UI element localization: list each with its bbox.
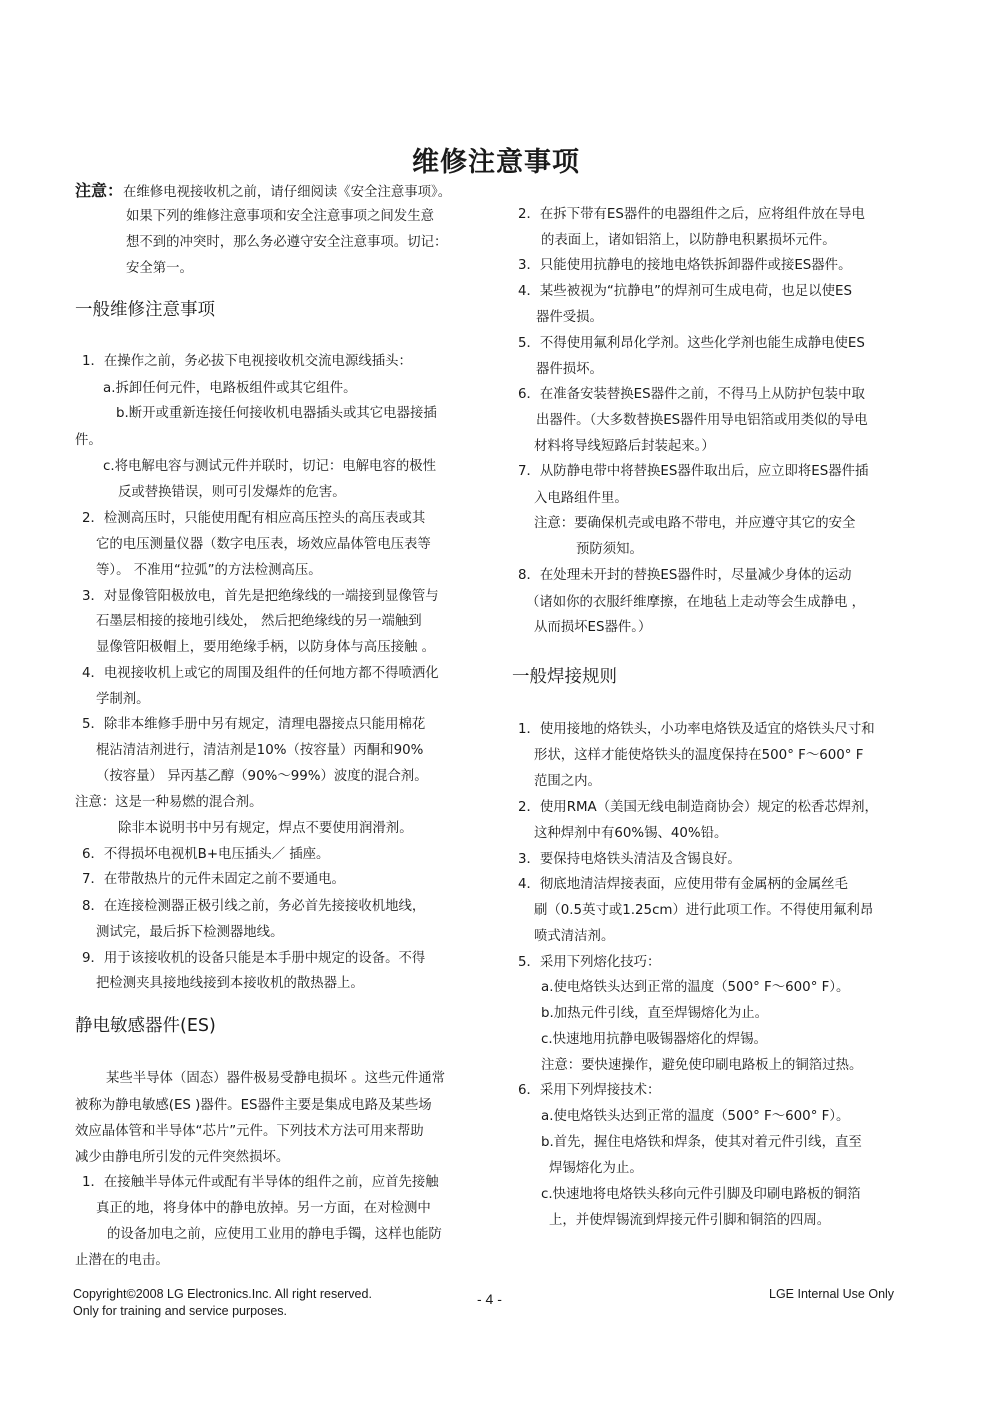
es-right-line: 的表面上，诸如铝箔上，以防静电积累损坏元件。 [541, 233, 836, 248]
solder-line: 6．采用下列焊接技术： [518, 1083, 661, 1098]
es-right-line: 材料将导线短路后封装起来。） [534, 439, 715, 454]
es-right-line: 器件受损。 [536, 310, 603, 325]
solder-line: 3．要保持电烙铁头清洁及含锡良好。 [518, 852, 741, 867]
es-right-line: 8．在处理未开封的替换ES器件时，尽量减少身体的运动 [518, 568, 852, 583]
es-right-line: 从而损坏ES器件。） [534, 620, 652, 635]
es-right-line: 2．在拆下带有ES器件的电器组件之后，应将组件放在导电 [518, 207, 865, 222]
general-line: 8．在连接检测器正极引线之前，务必首先接接收机地线， [82, 899, 426, 914]
general-line: 9．用于该接收机的设备只能是本手册中规定的设备。不得 [82, 951, 426, 966]
solder-line: 2．使用RMA（美国无线电制造商协会）规定的松香芯焊剂， [518, 800, 878, 815]
page-title: 维修注意事项 [412, 147, 580, 178]
es-line: 真正的地，将身体中的静电放掉。另一方面，在对检测中 [96, 1201, 431, 1216]
general-line: a.拆卸任何元件，电路板组件或其它组件。 [103, 381, 357, 396]
notice-text: 在维修电视接收机之前，请仔细阅读《安全注意事项》。 [123, 185, 452, 200]
es-line: 的设备加电之前，应使用工业用的静电手镯，这样也能防 [107, 1227, 442, 1242]
solder-line: 1．使用接地的烙铁头，小功率电烙铁及适宜的烙铁头尺寸和 [518, 722, 875, 737]
solder-line: a.使电烙铁头达到正常的温度（500° F～600° F）。 [541, 1109, 850, 1124]
solder-line: 注意：要快速操作，避免使印刷电路板上的铜箔过热。 [541, 1058, 863, 1073]
solder-line: 上，并使焊锡流到焊接元件引脚和铜箔的四周。 [549, 1213, 831, 1228]
solder-line: 焊锡熔化为止。 [549, 1161, 643, 1176]
solder-line: 5．采用下列熔化技巧： [518, 955, 661, 970]
footer-copyright: Copyright©2008 LG Electronics.Inc. All right reserved. [73, 1287, 372, 1301]
solder-line: 喷式清洁剂。 [534, 929, 615, 944]
es-line: 效应晶体管和半导体“芯片”元件。下列技术方法可用来帮助 [75, 1124, 424, 1139]
general-line: 除非本说明书中另有规定，焊点不要使用润滑剂。 [118, 821, 413, 836]
general-line: 2．检测高压时，只能使用配有相应高压控头的高压表或其 [82, 511, 426, 526]
footer-internal: LGE Internal Use Only [769, 1287, 895, 1301]
general-line: 6．不得损坏电视机B+电压插头／ 插座。 [82, 847, 330, 862]
es-line: 止潜在的电击。 [75, 1253, 169, 1268]
notice-label: 注意： [75, 181, 124, 200]
solder-line: 范围之内。 [534, 774, 601, 789]
solder-line: c.快速地将电烙铁头移向元件引脚及印刷电路板的铜箔 [541, 1187, 861, 1202]
solder-line: 形状，这样才能使烙铁头的温度保持在500° F～600° F [534, 748, 864, 763]
general-line: 1．在操作之前，务必拔下电视接收机交流电源线插头： [82, 354, 412, 369]
general-line: 棍沾清洁剂进行，清洁剂是10%（按容量）丙酮和90% [96, 743, 424, 758]
solder-line: a.使电烙铁头达到正常的温度（500° F～600° F）。 [541, 980, 850, 995]
solder-line: 4．彻底地清洁焊接表面，应使用带有金属柄的金属丝毛 [518, 877, 848, 892]
general-line: 学制剂。 [96, 692, 150, 707]
solder-line: c.快速地用抗静电吸锡器熔化的焊锡。 [541, 1032, 767, 1047]
es-right-line: 4．某些被视为“抗静电”的焊剂可生成电荷，也足以使ES [518, 284, 852, 299]
notice-line: 如果下列的维修注意事项和安全注意事项之间发生意 [126, 209, 434, 224]
general-line: 反或替换错误，则可引发爆炸的危害。 [118, 485, 346, 500]
general-line: 件。 [75, 433, 102, 448]
notice-line: 安全第一。 [126, 261, 193, 276]
es-right-line: （诸如你的衣服纤维摩擦，在地毡上走动等会生成静电 ， [526, 595, 866, 610]
solder-line: b.加热元件引线，直至焊锡熔化为止。 [541, 1006, 769, 1021]
general-line: 7．在带散热片的元件未固定之前不要通电。 [82, 872, 345, 887]
es-line: 被称为静电敏感(ES )器件。ES器件主要是集成电路及某些场 [75, 1098, 432, 1113]
general-line: （按容量） 异丙基乙醇（90%～99%）波度的混合剂。 [96, 769, 428, 784]
section-heading-es: 静电敏感器件(ES) [75, 1016, 216, 1036]
general-line: 3．对显像管阳极放电，首先是把绝缘线的一端接到显像管与 [82, 589, 439, 604]
es-right-line: 预防须知。 [576, 542, 643, 557]
es-line: 某些半导体（固态）器件极易受静电损坏 。这些元件通常 [106, 1071, 446, 1086]
solder-line: b.首先，握住电烙铁和焊条，使其对着元件引线，直至 [541, 1135, 862, 1150]
es-right-line: 6．在准备安装替换ES器件之前，不得马上从防护包装中取 [518, 387, 865, 402]
general-line: c.将电解电容与测试元件并联时，切记：电解电容的极性 [103, 459, 436, 474]
general-line: 注意：这是一种易燃的混合剂。 [75, 795, 263, 810]
section-heading-general: 一般维修注意事项 [75, 300, 215, 320]
general-line: 4．电视接收机上或它的周围及组件的任何地方都不得喷洒化 [82, 666, 439, 681]
es-right-line: 7．从防静电带中将替换ES器件取出后，应立即将ES器件插 [518, 464, 869, 479]
general-line: b.断开或重新连接任何接收机电器插头或其它电器接插 [116, 406, 437, 421]
es-line: 减少由静电所引发的元件突然损坏。 [75, 1150, 290, 1165]
section-heading-solder: 一般焊接规则 [512, 667, 617, 687]
general-line: 显像管阳极帽上，要用绝缘手柄，以防身体与高压接触 。 [96, 640, 436, 655]
general-line: 它的电压测量仪器（数字电压表，场效应晶体管电压表等 [96, 537, 431, 552]
page-number: - 4 - [477, 1291, 502, 1307]
notice-line: 想不到的冲突时，那么务必遵守安全注意事项。切记： [126, 235, 448, 250]
general-line: 等）。 不准用“拉弧”的方法检测高压。 [96, 563, 322, 578]
general-line: 5．除非本维修手册中另有规定，清理电器接点只能用棉花 [82, 717, 426, 732]
es-right-line: 入电路组件里。 [534, 491, 628, 506]
es-right-line: 5．不得使用氟利昂化学剂。这些化学剂也能生成静电使ES [518, 336, 865, 351]
general-line: 石墨层相接的接地引线处， 然后把绝缘线的另一端触到 [96, 614, 422, 629]
footer-training: Only for training and service purposes. [73, 1304, 287, 1318]
solder-line: 刷（0.5英寸或1.25cm）进行此项工作。不得使用氟利昂 [534, 903, 874, 918]
solder-line: 这种焊剂中有60%锡、40%铅。 [534, 826, 728, 841]
es-right-line: 3．只能使用抗静电的接地电烙铁拆卸器件或接ES器件。 [518, 258, 852, 273]
es-right-line: 出器件。（大多数替换ES器件用导电铝箔或用类似的导电 [536, 413, 868, 428]
general-line: 把检测夹具接地线接到本接收机的散热器上。 [96, 976, 364, 991]
es-right-line: 器件损坏。 [536, 362, 603, 377]
es-right-line: 注意：要确保机壳或电路不带电，并应遵守其它的安全 [534, 516, 856, 531]
general-line: 测试完，最后拆下检测器地线。 [96, 925, 284, 940]
es-line: 1．在接触半导体元件或配有半导体的组件之前，应首先接触 [82, 1175, 439, 1190]
notice-line [75, 182, 451, 202]
